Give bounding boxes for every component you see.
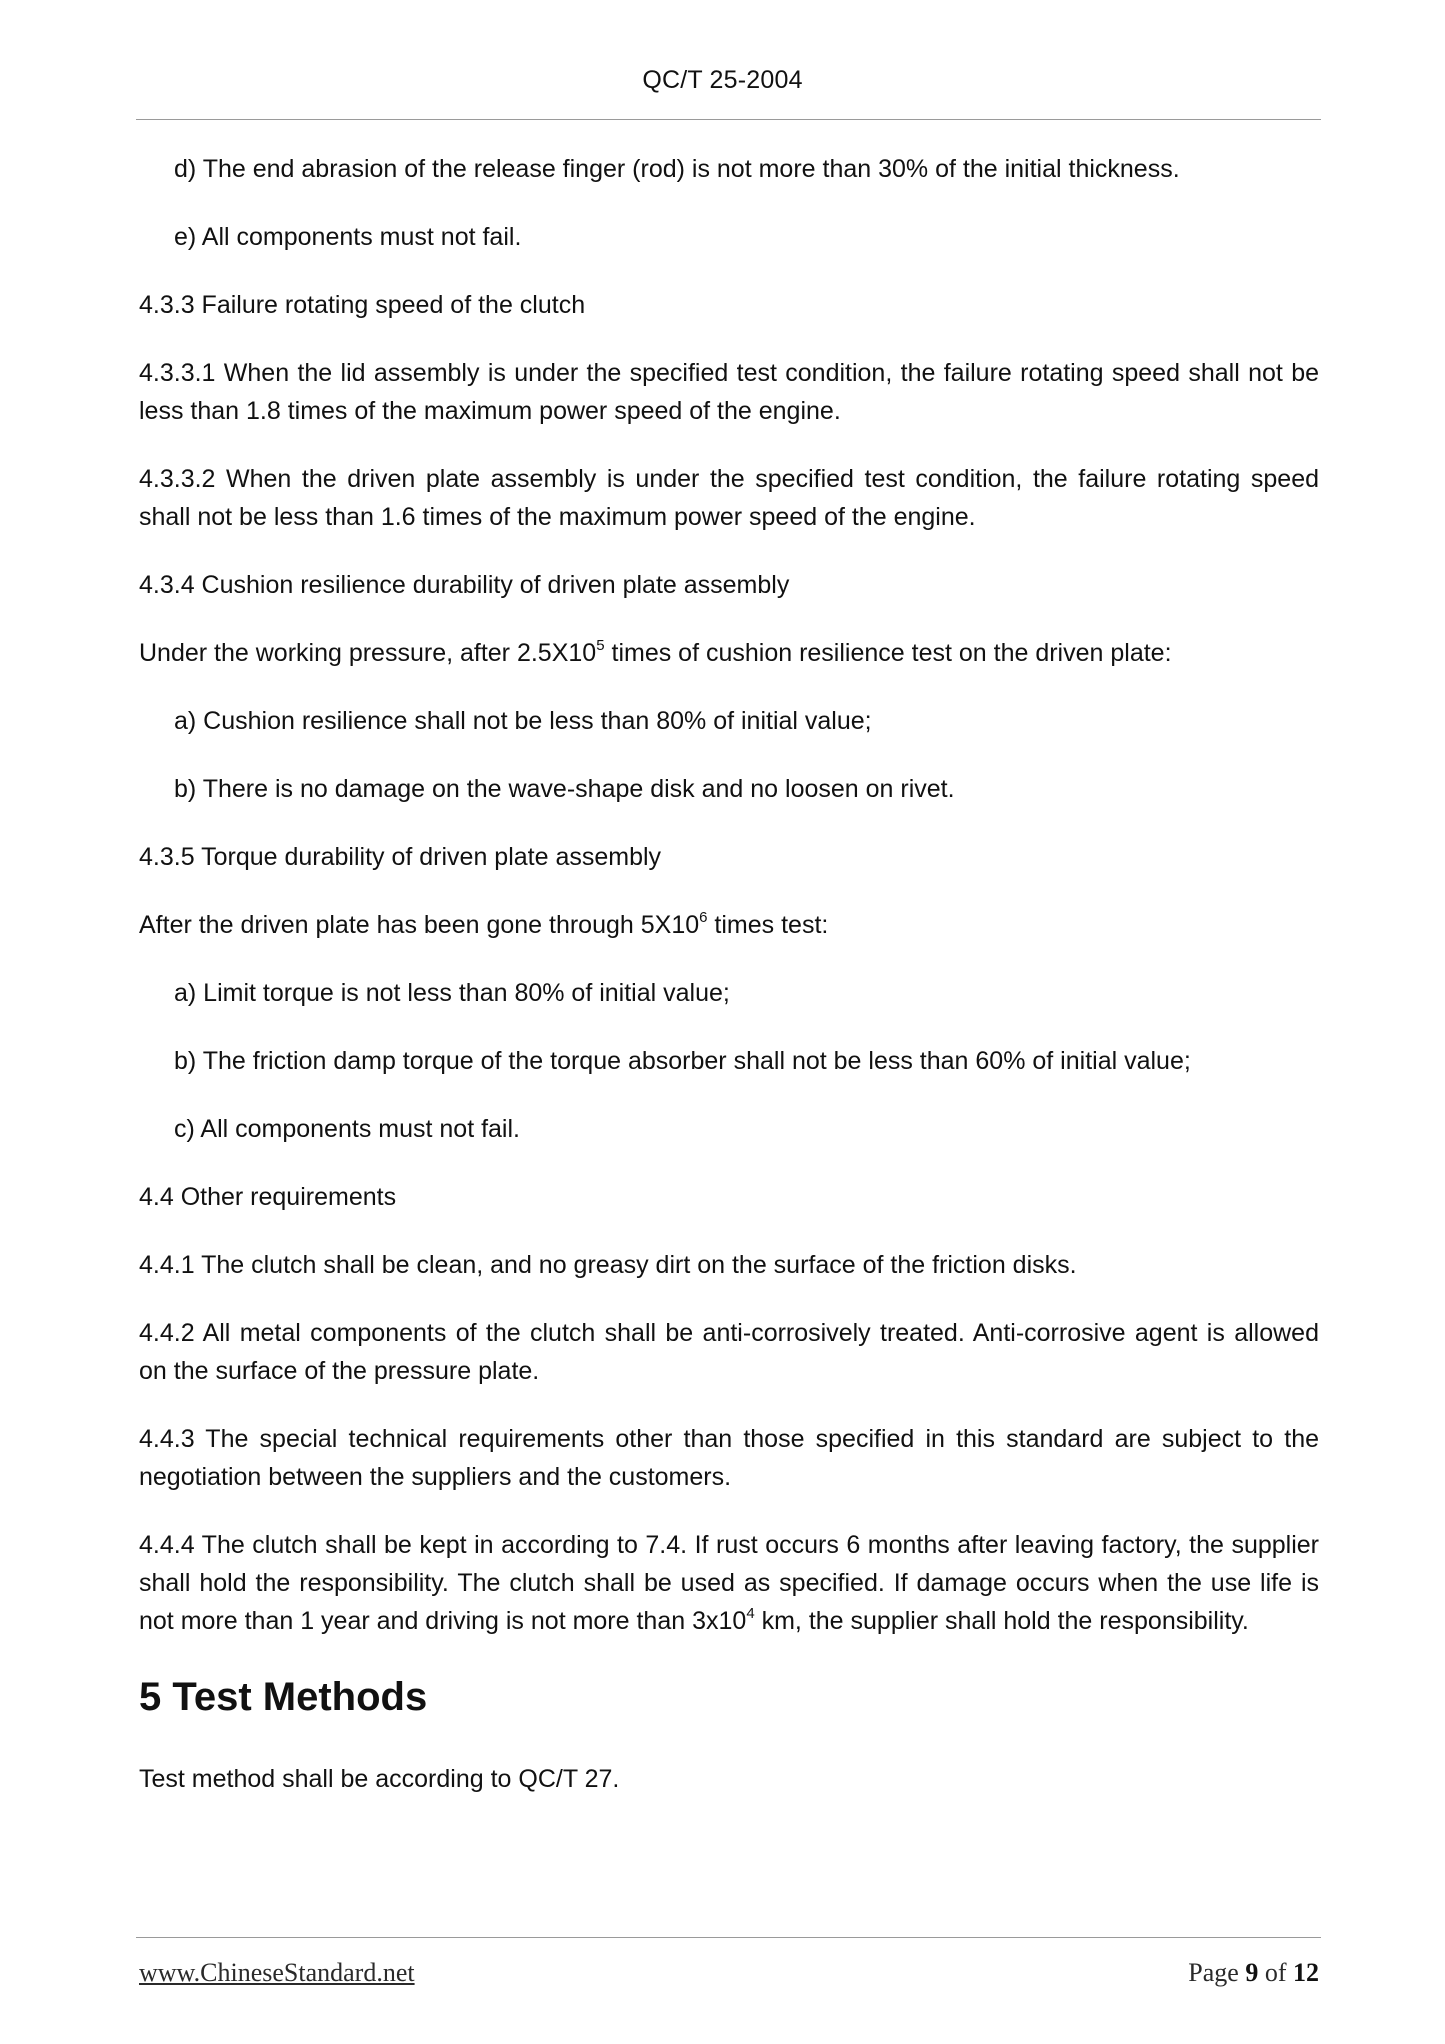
total-pages: 12 (1293, 1958, 1319, 1987)
page-number (1188, 1958, 1319, 1988)
section-4-3-5-heading: 4.3.5 Torque durability of driven plate assembly (139, 843, 662, 871)
current-page: 9 (1245, 1958, 1259, 1987)
exponent: 6 (699, 908, 708, 926)
footer-rule (136, 1937, 1321, 1938)
intro-text: Under the working pressure, after 2.5X10 (139, 639, 597, 667)
section-4-3-3-1: 4.3.3.1 When the lid assembly is under the specified test condition, the failure rotating speed shall not be less than 1.8 times of the maximum power speed of the engine. (139, 359, 1319, 425)
section-4-4-4 (139, 1526, 1319, 1640)
header-rule (136, 119, 1321, 120)
section-4-3-3-2: 4.3.3.2 When the driven plate assembly is under the specified test condition, the failure rotating speed shall not be less than 1.6 times of the maximum power speed of the engine. (139, 465, 1319, 531)
section-5-heading: 5 Test Methods (139, 1675, 428, 1719)
section-5-text: Test method shall be according to QC/T 27. (139, 1765, 620, 1793)
section-4-4-3: 4.4.3 The special technical requirements other than those specified in this standard are subject to the negotiation between the suppliers and the customers. (139, 1425, 1319, 1491)
item-4-3-5-c: c) All components must not fail. (174, 1115, 520, 1143)
page-of: of (1258, 1958, 1293, 1987)
running-header: QC/T 25-2004 (642, 66, 803, 94)
section-4-3-4-heading: 4.3.4 Cushion resilience durability of driven plate assembly (139, 571, 790, 599)
item-d: d) The end abrasion of the release finger (rod) is not more than 30% of the initial thickness. (174, 155, 1180, 183)
footer-website-link[interactable]: www.ChineseStandard.net (139, 1958, 415, 1987)
section-4-3-4-intro (139, 634, 1319, 672)
item-4-3-4-a: a) Cushion resilience shall not be less than 80% of initial value; (174, 707, 872, 735)
section-4-3-5-intro (139, 906, 1319, 944)
exponent: 4 (746, 1604, 755, 1622)
intro-text-end: times test: (707, 911, 829, 939)
section-4-4-1: 4.4.1 The clutch shall be clean, and no greasy dirt on the surface of the friction disks. (139, 1251, 1077, 1279)
page-content (139, 150, 1319, 1828)
item-4-3-5-b: b) The friction damp torque of the torque absorber shall not be less than 60% of initial value; (174, 1047, 1191, 1075)
item-4-3-4-b: b) There is no damage on the wave-shape disk and no loosen on rivet. (174, 775, 955, 803)
paragraph-text: 4.4.4 The clutch shall be kept in according to 7.4. If rust occurs 6 months after leaving factory, the supplier shall hold the responsibility. The clutch shall be used as specified. If damage occurs when the use life is not more than 1 year and driving is not more than 3x10 (139, 1531, 1319, 1635)
intro-text: After the driven plate has been gone through 5X10 (139, 911, 700, 939)
page-prefix: Page (1188, 1958, 1246, 1987)
item-4-3-5-a: a) Limit torque is not less than 80% of initial value; (174, 979, 730, 1007)
section-4-3-3-heading: 4.3.3 Failure rotating speed of the clutch (139, 291, 586, 319)
section-4-4-2: 4.4.2 All metal components of the clutch shall be anti-corrosively treated. Anti-corrosive agent is allowed on the surface of the pressure plate. (139, 1319, 1319, 1385)
intro-text-end: times of cushion resilience test on the driven plate: (604, 639, 1172, 667)
paragraph-text-end: km, the supplier shall hold the responsibility. (754, 1607, 1249, 1635)
section-4-4-heading: 4.4 Other requirements (139, 1183, 397, 1211)
item-e: e) All components must not fail. (174, 223, 522, 251)
exponent: 5 (596, 636, 605, 654)
